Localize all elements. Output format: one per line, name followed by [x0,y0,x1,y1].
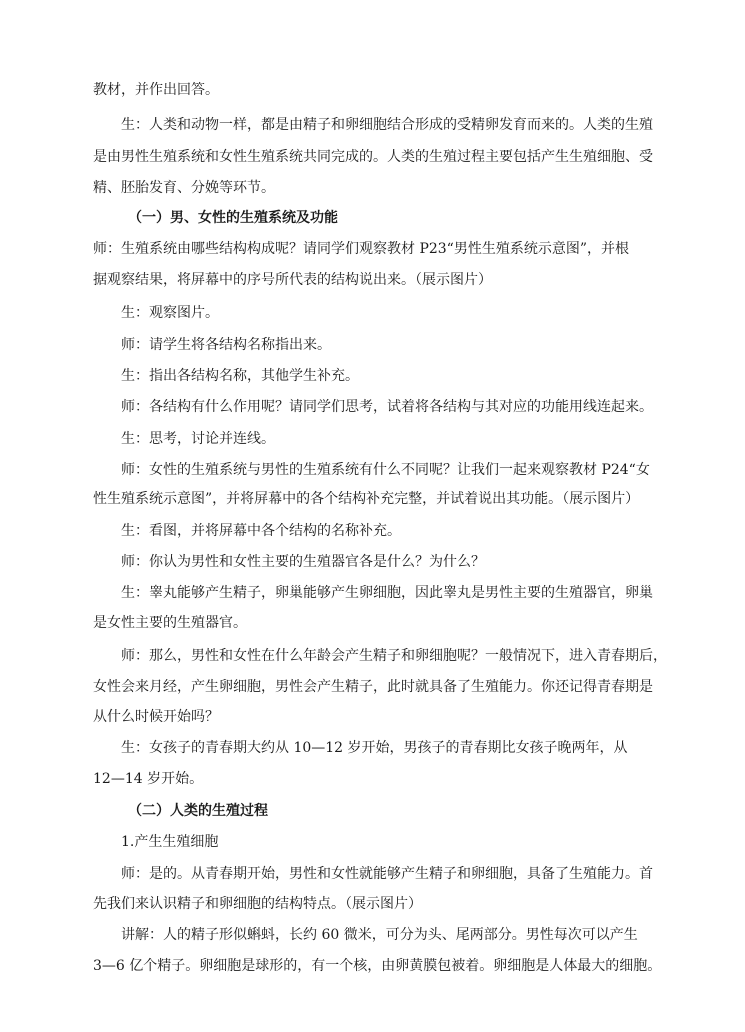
text-line: 生：女孩子的青春期大约从 10—12 岁开始，男孩子的青春期比女孩子晚两年，从 [121,740,628,756]
section-heading: （二）人类的生殖过程 [128,803,268,819]
text-line: 生：人类和动物一样，都是由精子和卵细胞结合形成的受精卵发育而来的。人类的生殖 [121,117,653,133]
text-line: 生：指出各结构名称，其他学生补充。 [121,368,359,384]
subsection-heading: 1.产生生殖细胞 [121,834,219,850]
text-line: 从什么时候开始吗？ [93,709,219,725]
text-line: 师：是的。从青春期开始，男性和女性就能够产生精子和卵细胞，具备了生殖能力。首 [121,866,653,882]
text-line: 生：睾丸能够产生精子，卵巢能够产生卵细胞，因此睾丸是男性主要的生殖器官，卵巢 [121,585,653,601]
text-line: 先我们来认识精子和卵细胞的结构特点。（展示图片） [93,896,422,912]
text-line: 精、胚胎发育、分娩等环节。 [93,180,275,196]
text-line: 师：请学生将各结构名称指出来。 [121,337,331,353]
text-line: 3—6 亿个精子。卵细胞是球形的，有一个核，由卵黄膜包被着。卵细胞是人体最大的细胞。 [93,958,662,974]
text-line: 生：看图，并将屏幕中各个结构的名称补充。 [121,523,401,539]
text-line: 师：女性的生殖系统与男性的生殖系统有什么不同呢？让我们一起来观察教材 P24“女 [121,462,650,478]
text-line: 是女性主要的生殖器官。 [93,615,247,631]
text-line: 教材，并作出回答。 [93,82,219,98]
section-heading: （一）男、女性的生殖系统及功能 [128,210,338,226]
text-line: 师：生殖系统由哪些结构构成呢？请同学们观察教材 P23“男性生殖系统示意图”，并根 [93,241,629,257]
text-line: 是由男性生殖系统和女性生殖系统共同完成的。人类的生殖过程主要包括产生生殖细胞、受 [93,149,653,165]
text-line: 12—14 岁开始。 [93,771,204,787]
text-line: 据观察结果，将屏幕中的序号所代表的结构说出来。（展示图片） [93,272,492,288]
text-line: 师：那么，男性和女性在什么年龄会产生精子和卵细胞呢？一般情况下，进入青春期后， [121,648,667,664]
text-line: 生：思考，讨论并连线。 [121,431,275,447]
text-line: 师：各结构有什么作用呢？请同学们思考，试着将各结构与其对应的功能用线连起来。 [121,399,653,415]
text-line: 性生殖系统示意图”，并将屏幕中的各个结构补充完整，并试着说出其功能。（展示图片） [93,491,640,507]
text-line: 生：观察图片。 [121,305,219,321]
text-line: 女性会来月经，产生卵细胞，男性会产生精子，此时就具备了生殖能力。你还记得青春期是 [93,679,653,695]
text-line: 师：你认为男性和女性主要的生殖器官各是什么？为什么？ [121,554,485,570]
text-line: 讲解：人的精子形似蝌蚪，长约 60 微米，可分为头、尾两部分。男性每次可以产生 [121,927,638,943]
